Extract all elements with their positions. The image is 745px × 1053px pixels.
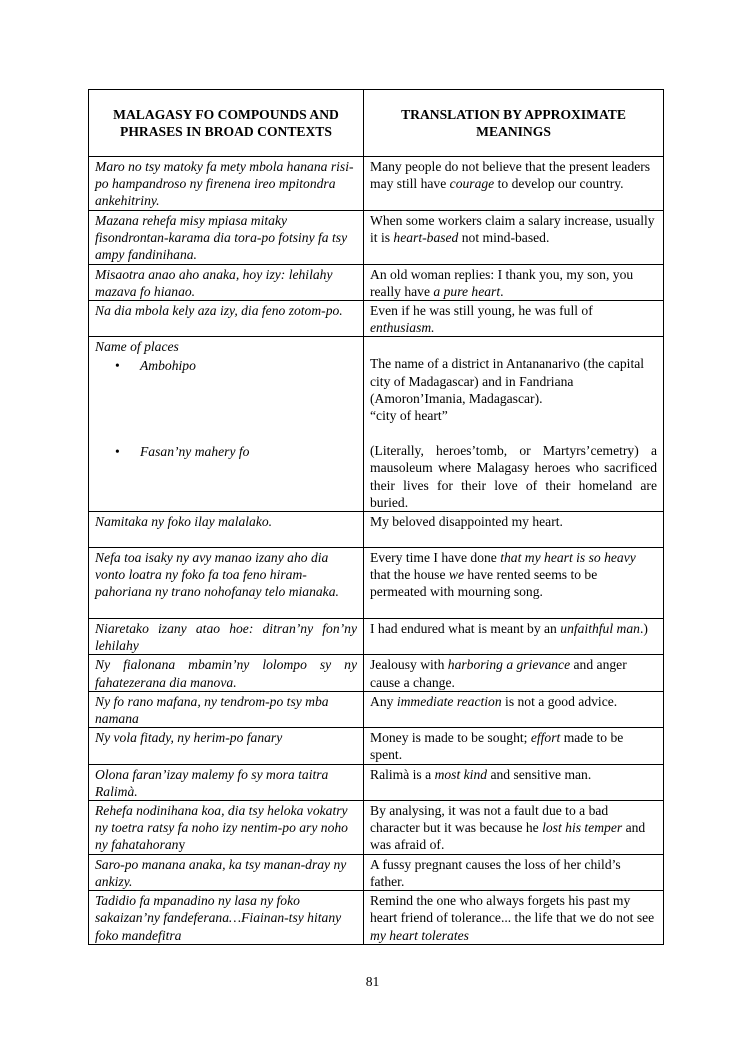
malagasy-cell: Namitaka ny foko ilay malalako. bbox=[89, 512, 364, 548]
place-translation-2: (Literally, heroes’tomb, or Martyrs’cemetry) a mausoleum where Malagasy heroes who sacrificed their lives for their love of their homeland are buried. bbox=[370, 443, 657, 510]
malagasy-cell: Nefa toa isaky ny avy manao izany aho dia vonto loatra ny foko fa toa feno hiram-pahoriana ny trano nohofanay telo mianaka. bbox=[89, 548, 364, 619]
places-title: Name of places bbox=[95, 339, 179, 355]
table-row bbox=[89, 264, 664, 300]
translation-cell: Every time I have done that my heart is so heavy that the house we have rented seems to be permeated with mourning song. bbox=[364, 548, 664, 619]
table-row bbox=[89, 854, 664, 890]
malagasy-cell: Rehefa nodinihana koa, dia tsy heloka vokatry ny toetra ratsy fa noho izy nentim-po ary noho ny fahatahorany bbox=[89, 801, 364, 855]
translation-cell: By analysing, it was not a fault due to a bad character but it was because he lost his temper and was afraid of. bbox=[364, 801, 664, 855]
list-item: • Ambohipo bbox=[115, 357, 196, 373]
table-header-row bbox=[89, 90, 664, 157]
translation-cell: I had endured what is meant by an unfaithful man.) bbox=[364, 619, 664, 655]
malagasy-cell: Misaotra anao aho anaka, hoy izy: lehilahy mazava fo hianao. bbox=[89, 264, 364, 300]
malagasy-cell: Olona faran’izay malemy fo sy mora taitra Ralimà. bbox=[89, 764, 364, 800]
translation-cell: Any immediate reaction is not a good advice. bbox=[364, 691, 664, 727]
malagasy-cell: Ny fo rano mafana, ny tendrom-po tsy mba namana bbox=[89, 691, 364, 727]
table-row bbox=[89, 548, 664, 619]
table-row bbox=[89, 301, 664, 337]
table-row bbox=[89, 619, 664, 655]
translation-cell: Many people do not believe that the present leaders may still have courage to develop our country. bbox=[364, 157, 664, 211]
table-row bbox=[89, 728, 664, 764]
translation-cell: An old woman replies: I thank you, my son, you really have a pure heart. bbox=[364, 264, 664, 300]
malagasy-cell: Mazana rehefa misy mpiasa mitaky fisondrontan-karama dia tora-po fotsiny fa tsy ampy fandinihana. bbox=[89, 211, 364, 265]
header-malagasy: MALAGASY FO COMPOUNDS AND PHRASES IN BROAD CONTEXTS bbox=[89, 90, 364, 157]
table-row bbox=[89, 691, 664, 727]
places-list bbox=[95, 357, 357, 460]
translation-cell: When some workers claim a salary increase, usually it is heart-based not mind-based. bbox=[364, 211, 664, 265]
place-translation-1-gloss: “city of heart” bbox=[370, 408, 448, 424]
translation-cell bbox=[364, 337, 664, 512]
list-item: • Fasan’ny mahery fo bbox=[115, 443, 250, 459]
translation-cell: Jealousy with harboring a grievance and anger cause a change. bbox=[364, 655, 664, 691]
translation-table bbox=[88, 89, 664, 945]
malagasy-cell: Ny fialonana mbamin’ny lolompo sy ny fahatezerana dia manova. bbox=[89, 655, 364, 691]
table-row bbox=[89, 764, 664, 800]
translation-cell: A fussy pregnant causes the loss of her child’s father. bbox=[364, 854, 664, 890]
malagasy-cell: Saro-po manana anaka, ka tsy manan-dray ny ankizy. bbox=[89, 854, 364, 890]
header-translation: TRANSLATION BY APPROXIMATE MEANINGS bbox=[364, 90, 664, 157]
table-row bbox=[89, 801, 664, 855]
translation-cell: My beloved disappointed my heart. bbox=[364, 512, 664, 548]
malagasy-cell bbox=[89, 337, 364, 512]
translation-cell: Remind the one who always forgets his past my heart friend of tolerance... the life that we do not see my heart tolerates bbox=[364, 891, 664, 945]
table-row bbox=[89, 655, 664, 691]
bullet-icon: • bbox=[115, 443, 120, 459]
malagasy-cell: Niaretako izany atao hoe: ditran’ny fon’ny lehilahy bbox=[89, 619, 364, 655]
malagasy-cell: Maro no tsy matoky fa mety mbola hanana risi-po hampandroso ny firenena ireo mpitondra ankehitriny. bbox=[89, 157, 364, 211]
malagasy-cell: Tadidio fa mpanadino ny lasa ny foko sakaizan’ny fandeferana…Fiainan-tsy hitany foko mandefitra bbox=[89, 891, 364, 945]
table-row bbox=[89, 891, 664, 945]
translation-cell: Ralimà is a most kind and sensitive man. bbox=[364, 764, 664, 800]
bullet-icon: • bbox=[115, 357, 120, 373]
table-row bbox=[89, 157, 664, 211]
place-translation-1: The name of a district in Antananarivo (the capital city of Madagascar) and in Fandriana (Amoron’Imania, Madagascar). bbox=[370, 356, 645, 406]
page-number: 81 bbox=[365, 974, 380, 989]
table-row bbox=[89, 211, 664, 265]
translation-cell: Even if he was still young, he was full of enthusiasm. bbox=[364, 301, 664, 337]
malagasy-cell: Ny vola fitady, ny herim-po fanary bbox=[89, 728, 364, 764]
translation-cell: Money is made to be sought; effort made to be spent. bbox=[364, 728, 664, 764]
malagasy-cell: Na dia mbola kely aza izy, dia feno zotom-po. bbox=[89, 301, 364, 337]
table-row-places bbox=[89, 337, 664, 512]
table-row bbox=[89, 512, 664, 548]
